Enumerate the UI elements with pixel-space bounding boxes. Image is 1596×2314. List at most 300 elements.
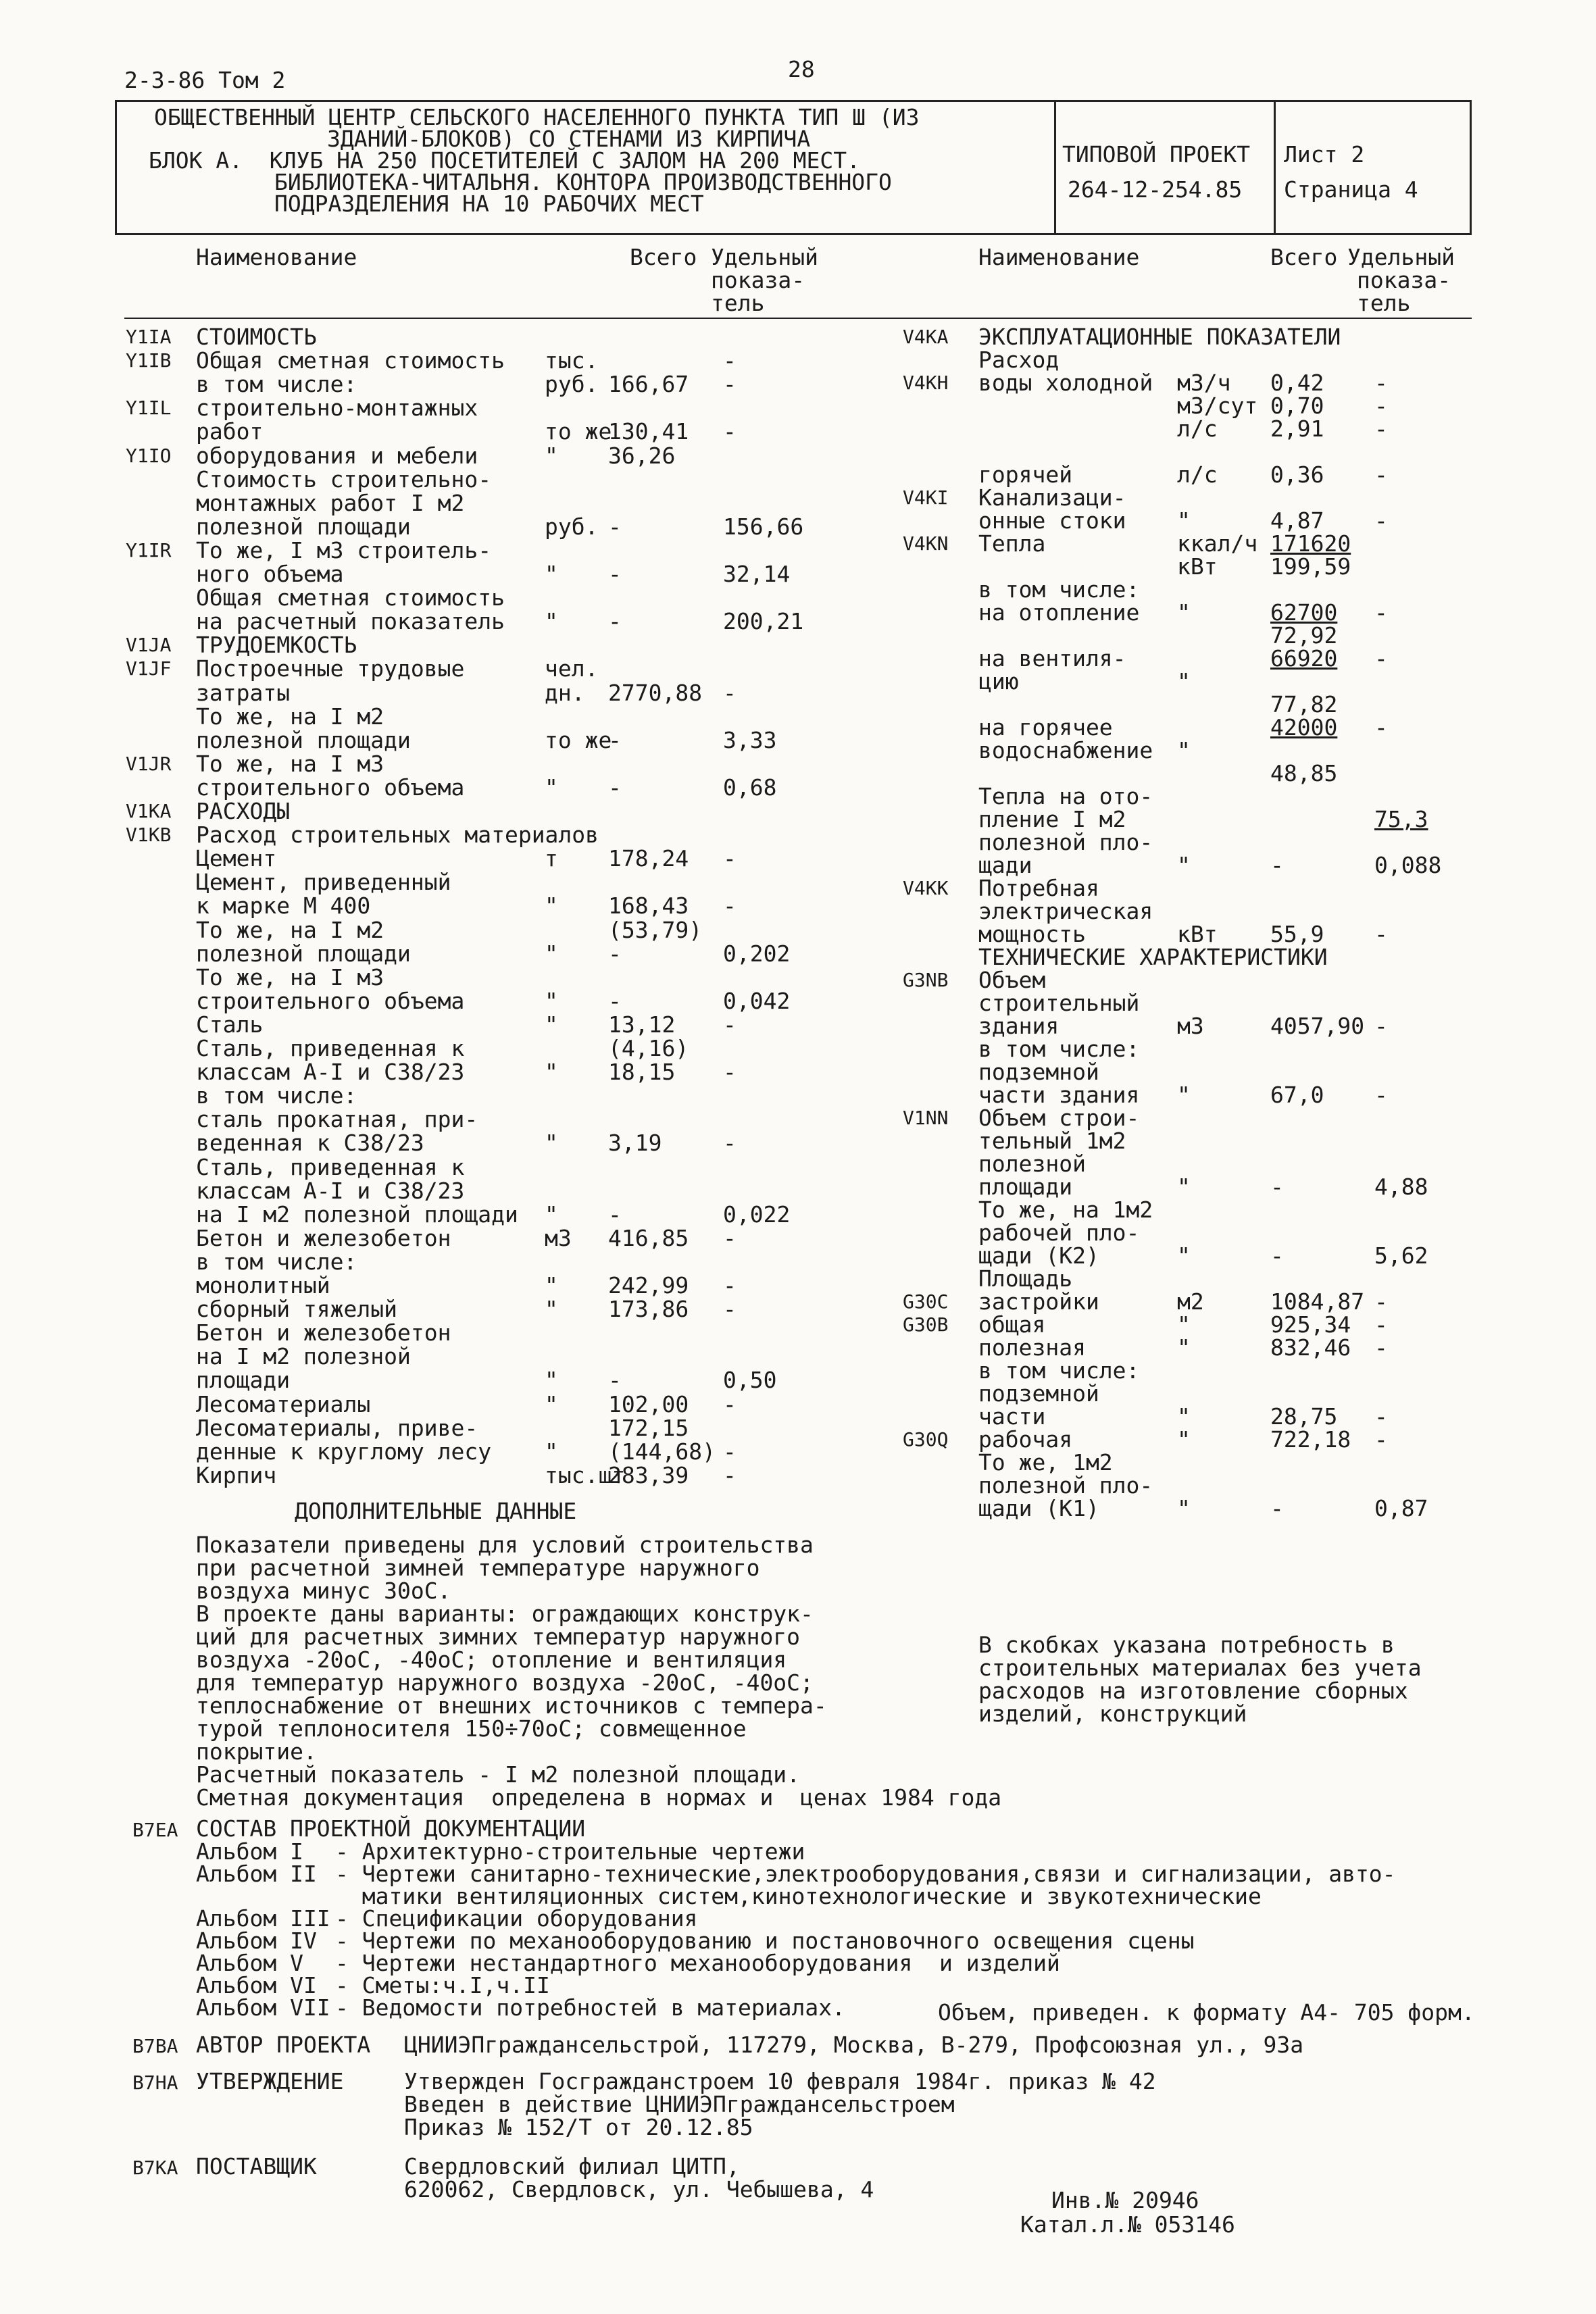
volume-note: Объем, приведен. к формату А4- 705 форм. (938, 1999, 1475, 2026)
row-total: 925,34 (1270, 1311, 1351, 1338)
row-specific: - (1374, 461, 1388, 488)
album-description: - Ведомости потребностей в материалах. (335, 1994, 845, 2021)
author-text: ЦНИИЭПграждансельстрой, 117279, Москва, В-279, Профсоюзная ул., 93а (404, 2032, 1304, 2058)
row-name: части (978, 1403, 1046, 1430)
row-total: 171620 (1270, 530, 1351, 557)
row-name: строительно-монтажных (196, 395, 478, 422)
row-name: Тепла (978, 530, 1046, 557)
row-total: 4,87 (1270, 507, 1324, 534)
row-total: - (608, 940, 622, 967)
title-line: ОБЩЕСТВЕННЫЙ ЦЕНТР СЕЛЬСКОГО НАСЕЛЕННОГО ПУНКТА ТИП Ш (ИЗ (154, 104, 920, 130)
row-name: Лесоматериалы, приве- (196, 1414, 478, 1441)
row-name: полезной площади (196, 940, 411, 967)
author-label: АВТОР ПРОЕКТА (196, 2032, 371, 2058)
row-unit: " (1177, 599, 1191, 626)
row-specific: - (1374, 1334, 1388, 1361)
row-unit: т (545, 845, 558, 872)
row-unit: м2 (1177, 1288, 1204, 1315)
row-unit: " (1177, 1242, 1191, 1269)
title-line: ЗДАНИЙ-БЛОКОВ) СО СТЕНАМИ ИЗ КИРПИЧА (327, 126, 811, 152)
row-total: - (608, 608, 622, 635)
row-total: - (608, 987, 622, 1014)
row-specific: 0,50 (723, 1367, 777, 1394)
row-name: классам А-I и С38/23 (196, 1059, 465, 1086)
album-description: - Чертежи санитарно-технические,электрооборудования,связи и сигнализации, авто- (335, 1861, 1396, 1887)
row-code: Y1IA (126, 326, 172, 348)
row-name: площади (196, 1367, 291, 1394)
row-unit: " (1177, 1311, 1191, 1338)
row-specific: - (1374, 714, 1388, 740)
row-unit: м3 (1177, 1013, 1204, 1039)
approval-code: B7HA (132, 2071, 178, 2094)
right-note-line: строительных материалах без учета (978, 1655, 1422, 1681)
title-line: БЛОК А. КЛУБ НА 250 ПОСЕТИТЕЛЕЙ С ЗАЛОМ НА 200 МЕСТ. (149, 147, 860, 174)
document-reference: 2-3-86 Том 2 (124, 67, 286, 93)
row-name: затраты (196, 679, 291, 706)
row-unit: " (545, 608, 558, 635)
row-name: в том числе: (196, 371, 357, 398)
composition-heading: СОСТАВ ПРОЕКТНОЙ ДОКУМЕНТАЦИИ (196, 1815, 586, 1842)
row-unit: руб. (545, 371, 599, 398)
row-name: онные стоки (978, 507, 1126, 534)
album-name: Альбом III (196, 1905, 330, 1932)
row-name: рабочей пло- (978, 1219, 1140, 1246)
row-name: пление I м2 (978, 806, 1126, 832)
album-name: Альбом VII (196, 1994, 330, 2021)
row-specific: 4,88 (1374, 1174, 1428, 1200)
row-total: (4,16) (608, 1035, 689, 1061)
row-name: Сталь, приведенная к (196, 1153, 465, 1180)
row-specific: - (1374, 1013, 1388, 1039)
row-name: Сталь (196, 1011, 264, 1038)
additional-line: покрытие. (196, 1738, 317, 1765)
row-specific: - (1374, 645, 1388, 672)
row-name: классам А-I и С38/23 (196, 1177, 465, 1204)
row-unit: " (1177, 1334, 1191, 1361)
row-total: 130,41 (608, 418, 689, 445)
row-unit: кВт (1177, 553, 1218, 580)
inventory-number: Инв.№ 20946 (1051, 2187, 1199, 2213)
col-specific-left-3: тель (711, 290, 765, 316)
additional-line: воздуха минус 30оС. (196, 1578, 451, 1604)
row-code: Y1IL (126, 397, 172, 420)
row-specific: - (723, 1461, 737, 1488)
header-underline (124, 318, 1472, 319)
row-unit: л/с (1177, 461, 1218, 488)
row-name: сборный тяжелый (196, 1296, 398, 1323)
row-name: Расход (978, 347, 1059, 373)
row-unit: м3/ч (1177, 370, 1231, 396)
row-unit: " (1177, 852, 1191, 878)
row-unit: " (545, 987, 558, 1014)
right-note-line: В скобках указана потребность в (978, 1632, 1395, 1658)
row-code: V1NN (903, 1107, 949, 1129)
col-specific-right-3: тель (1357, 290, 1411, 316)
row-name: СТОИМОСТЬ (196, 324, 317, 350)
row-total: 55,9 (1270, 921, 1324, 947)
row-code: V4KI (903, 486, 949, 509)
row-total: 72,92 (1270, 622, 1338, 649)
row-name: на расчетный показатель (196, 608, 505, 635)
album-name: Альбом IV (196, 1928, 317, 1954)
row-total: 28,75 (1270, 1403, 1338, 1430)
row-name: То же, на I м3 (196, 750, 384, 777)
row-unit: " (545, 442, 558, 469)
col-total-left: Всего (630, 244, 697, 270)
row-total: 0,70 (1270, 393, 1324, 419)
row-specific: - (1374, 599, 1388, 626)
col-name-right: Наименование (978, 244, 1140, 270)
row-name: Канализаци- (978, 484, 1126, 511)
row-name: Лесоматериалы (196, 1390, 371, 1417)
row-name: на I м2 полезной (196, 1343, 411, 1370)
row-name: То же, на I м3 (196, 963, 384, 990)
row-code: Y1IO (126, 444, 172, 467)
supplier-line: 620062, Свердловск, ул. Чебышева, 4 (404, 2176, 874, 2203)
row-name: к марке М 400 (196, 892, 371, 920)
row-total: - (608, 774, 622, 801)
row-name: То же, на 1м2 (978, 1197, 1153, 1223)
row-name: То же, 1м2 (978, 1449, 1113, 1476)
row-total: - (1270, 1495, 1284, 1521)
row-unit: чел. (545, 655, 599, 682)
row-total: 3,19 (608, 1130, 662, 1157)
row-name: Цемент, приведенный (196, 869, 451, 896)
row-specific: 0,202 (723, 940, 791, 967)
row-code: V4KA (903, 326, 949, 348)
row-unit: ккал/ч (1177, 530, 1258, 557)
row-unit: " (545, 1296, 558, 1323)
row-name: Площадь (978, 1265, 1073, 1292)
row-name: Кирпич (196, 1461, 277, 1488)
row-specific: 0,042 (723, 987, 791, 1014)
approval-line: Утвержден Госгражданстроем 10 февраля 1984г. приказ № 42 (404, 2068, 1156, 2094)
row-name: полезной пло- (978, 829, 1153, 855)
row-unit: " (545, 1438, 558, 1465)
row-unit: " (1177, 668, 1191, 695)
row-name: в том числе: (196, 1082, 357, 1109)
row-specific: - (1374, 1288, 1388, 1315)
additional-line: ций для расчетных зимних температур наружного (196, 1624, 801, 1650)
additional-line: теплоснабжение от внешних источников с темпера- (196, 1692, 827, 1719)
row-specific: 0,87 (1374, 1495, 1428, 1521)
row-code: V1KB (126, 824, 172, 847)
row-name: полезной площади (196, 513, 411, 540)
row-specific: - (1374, 1082, 1388, 1108)
row-name: веденная к С38/23 (196, 1130, 424, 1157)
row-name: застройки (978, 1288, 1099, 1315)
row-code: V1JR (126, 752, 172, 775)
project-number: 264-12-254.85 (1068, 176, 1243, 203)
row-name: строительный (978, 990, 1140, 1016)
row-specific: - (1374, 921, 1388, 947)
row-total: - (608, 513, 622, 540)
row-name: водоснабжение (978, 737, 1153, 763)
album-name: Альбом V (196, 1950, 303, 1976)
row-unit: " (545, 1011, 558, 1038)
row-name: строительного объема (196, 987, 465, 1014)
right-note-line: изделий, конструкций (978, 1701, 1247, 1727)
row-name: полезная (978, 1334, 1086, 1361)
row-total: 36,26 (608, 442, 676, 469)
row-code: V4KH (903, 372, 949, 394)
project-label: ТИПОВОЙ ПРОЕКТ (1062, 141, 1251, 168)
row-unit: " (545, 1059, 558, 1086)
row-name: Стоимость строительно- (196, 466, 492, 493)
additional-line: Сметная документация определена в нормах и ценах 1984 года (196, 1784, 1002, 1811)
row-name: полезной (978, 1151, 1086, 1177)
row-total: 199,59 (1270, 553, 1351, 580)
row-name: Сталь, приведенная к (196, 1035, 465, 1061)
row-name: на вентиля- (978, 645, 1126, 672)
row-unit: тыс. (545, 347, 599, 374)
row-name: мощность (978, 921, 1086, 947)
row-name: Общая сметная стоимость (196, 347, 505, 374)
row-total: 102,00 (608, 1390, 689, 1417)
row-total: 166,67 (608, 371, 689, 398)
row-specific: - (723, 892, 737, 920)
row-total: 283,39 (608, 1461, 689, 1488)
row-total: 1084,87 (1270, 1288, 1365, 1315)
row-unit: " (545, 561, 558, 587)
row-specific: - (723, 679, 737, 706)
row-specific: - (723, 1296, 737, 1323)
col-specific-right: Удельный (1347, 244, 1455, 270)
row-code: Y1IB (126, 349, 172, 372)
album-description: - Спецификации оборудования (335, 1905, 698, 1932)
row-unit: " (545, 1390, 558, 1417)
row-total: 48,85 (1270, 760, 1338, 786)
row-total: - (1270, 1242, 1284, 1269)
row-name: РАСХОДЫ (196, 798, 291, 824)
row-total: 416,85 (608, 1224, 689, 1251)
row-name: щади (К1) (978, 1495, 1099, 1521)
row-total: 2770,88 (608, 679, 703, 706)
row-unit: то же (545, 726, 612, 753)
row-name: ного объема (196, 561, 344, 587)
row-name: монолитный (196, 1272, 330, 1299)
additional-line: при расчетной зимней температуре наружного (196, 1555, 760, 1581)
row-specific: - (723, 1272, 737, 1299)
row-specific: 200,21 (723, 608, 804, 635)
row-name: ЭКСПЛУАТАЦИОННЫЕ ПОКАЗАТЕЛИ (978, 324, 1341, 350)
row-specific: - (1374, 1403, 1388, 1430)
col-specific-left-2: показа- (711, 267, 805, 293)
row-code: V1KA (126, 800, 172, 822)
album-name: Альбом II (196, 1861, 317, 1887)
row-specific: - (1374, 507, 1388, 534)
row-unit: " (1177, 1403, 1191, 1430)
row-total: - (1270, 852, 1284, 878)
row-unit: " (545, 774, 558, 801)
row-name: сталь прокатная, при- (196, 1106, 478, 1133)
title-line: ПОДРАЗДЕЛЕНИЯ НА 10 РАБОЧИХ МЕСТ (274, 191, 704, 217)
row-total: - (608, 1201, 622, 1228)
row-total: 2,91 (1270, 416, 1324, 442)
col-specific-right-2: показа- (1357, 267, 1451, 293)
composition-code: B7EA (132, 1819, 178, 1841)
row-name: в том числе: (978, 1357, 1140, 1384)
row-total: 832,46 (1270, 1334, 1351, 1361)
row-unit: " (1177, 507, 1191, 534)
row-name: общая (978, 1311, 1046, 1338)
approval-line: Приказ № 152/Т от 20.12.85 (404, 2114, 753, 2140)
title-line: БИБЛИОТЕКА-ЧИТАЛЬНЯ. КОНТОРА ПРОИЗВОДСТВЕННОГО (274, 169, 892, 195)
row-unit: руб. (545, 513, 599, 540)
row-name: щади (К2) (978, 1242, 1099, 1269)
sheet-label: Лист 2 (1284, 141, 1365, 168)
col-total-right: Всего (1270, 244, 1338, 270)
row-total: 4057,90 (1270, 1013, 1365, 1039)
row-name: площади (978, 1174, 1073, 1200)
row-name: воды холодной (978, 370, 1153, 396)
row-total: (53,79) (608, 916, 703, 943)
row-specific: - (723, 1390, 737, 1417)
row-name: ТРУДОЕМКОСТЬ (196, 632, 357, 659)
row-total: 0,36 (1270, 461, 1324, 488)
row-name: Цемент (196, 845, 277, 872)
approval-label: УТВЕРЖДЕНИЕ (196, 2068, 344, 2094)
row-specific: - (723, 1224, 737, 1251)
row-name: полезной площади (196, 726, 411, 753)
row-unit: " (545, 1201, 558, 1228)
col-specific-left: Удельный (711, 244, 818, 270)
title-divider-2 (1274, 100, 1276, 235)
additional-line: воздуха -20оС, -40оС; отопление и вентиляция (196, 1646, 787, 1673)
row-name: ТЕХНИЧЕСКИЕ ХАРАКТЕРИСТИКИ (978, 944, 1328, 970)
row-unit: м3/сут (1177, 393, 1258, 419)
album-description: - Чертежи по механооборудованию и постановочного освещения сцены (335, 1928, 1195, 1954)
row-name: полезной пло- (978, 1472, 1153, 1499)
row-specific: - (1374, 1426, 1388, 1453)
row-specific: - (723, 1438, 737, 1465)
supplier-line: Свердловский филиал ЦИТП, (404, 2153, 740, 2180)
row-name: Объем строи- (978, 1105, 1140, 1131)
row-total: 66920 (1270, 645, 1338, 672)
row-total: 242,99 (608, 1272, 689, 1299)
row-name: работ (196, 418, 264, 445)
row-specific: - (1374, 370, 1388, 396)
row-code: V1JA (126, 634, 172, 657)
row-specific: - (723, 371, 737, 398)
row-name: подземной (978, 1380, 1099, 1407)
additional-line: Расчетный показатель - I м2 полезной площади. (196, 1761, 801, 1788)
row-unit: тыс.шт (545, 1461, 626, 1488)
row-specific: - (723, 1011, 737, 1038)
row-total: 42000 (1270, 714, 1338, 740)
row-unit: " (1177, 1174, 1191, 1200)
row-name: здания (978, 1013, 1059, 1039)
row-name: Тепла на ото- (978, 783, 1153, 809)
row-unit: дн. (545, 679, 585, 706)
additional-line: В проекте даны варианты: ограждающих конструк- (196, 1601, 814, 1627)
col-name-left: Наименование (196, 244, 357, 270)
row-unit: " (545, 1272, 558, 1299)
row-total: - (608, 726, 622, 753)
row-name: части здания (978, 1082, 1140, 1108)
album-description: - Сметы:ч.I,ч.II (335, 1972, 550, 1998)
row-specific: 75,3 (1374, 806, 1428, 832)
row-code: V1JF (126, 657, 172, 680)
row-unit: м3 (545, 1224, 572, 1251)
row-code: G30C (903, 1290, 949, 1313)
album-description: - Чертежи нестандартного механооборудования и изделий (335, 1950, 1060, 1976)
row-specific: - (723, 1130, 737, 1157)
album-description: - Архитектурно-строительные чертежи (335, 1838, 805, 1865)
row-total: (144,68) (608, 1438, 716, 1465)
row-name: То же, I м3 строитель- (196, 536, 492, 563)
row-name: на I м2 полезной площади (196, 1201, 518, 1228)
row-total: 178,24 (608, 845, 689, 872)
additional-heading: ДОПОЛНИТЕЛЬНЫЕ ДАННЫЕ (295, 1498, 577, 1524)
row-specific: - (1374, 416, 1388, 442)
row-unit: " (545, 892, 558, 920)
row-total: - (608, 561, 622, 587)
page-label: Страница 4 (1284, 176, 1418, 203)
supplier-label: ПОСТАВЩИК (196, 2153, 317, 2180)
row-total: 173,86 (608, 1296, 689, 1323)
album-description: матики вентиляционных систем,кинотехнологические и звукотехнические (335, 1883, 1262, 1909)
row-unit: " (545, 1130, 558, 1157)
row-total: - (1270, 1174, 1284, 1200)
row-name: в том числе: (978, 576, 1140, 603)
row-unit: " (1177, 1082, 1191, 1108)
row-name: денные к круглому лесу (196, 1438, 492, 1465)
row-unit: л/с (1177, 416, 1218, 442)
row-name: тельный 1м2 (978, 1128, 1126, 1154)
row-unit: " (1177, 1495, 1191, 1521)
row-specific: - (723, 347, 737, 374)
row-name: Общая сметная стоимость (196, 584, 505, 611)
row-name: Объем (978, 967, 1046, 993)
row-specific: 0,088 (1374, 852, 1442, 878)
row-name: на отопление (978, 599, 1140, 626)
additional-line: для температур наружного воздуха -20оС, -40оС; (196, 1669, 814, 1696)
row-code: G30Q (903, 1428, 949, 1451)
row-name: Бетон и железобетон (196, 1319, 451, 1347)
row-total: 168,43 (608, 892, 689, 920)
row-name: оборудования и мебели (196, 442, 478, 469)
row-code: Y1IR (126, 538, 172, 561)
row-unit: кВт (1177, 921, 1218, 947)
row-name: монтажных работ I м2 (196, 489, 465, 516)
row-total: 13,12 (608, 1011, 676, 1038)
row-total: 77,82 (1270, 691, 1338, 718)
row-total: 722,18 (1270, 1426, 1351, 1453)
row-name: в том числе: (196, 1248, 357, 1275)
row-code: G30B (903, 1313, 949, 1336)
row-code: V4KK (903, 877, 949, 899)
row-name: цию (978, 668, 1019, 695)
approval-line: Введен в действие ЦНИИЭПграждансельстроем (404, 2091, 955, 2117)
additional-line: Показатели приведены для условий строительства (196, 1532, 814, 1558)
row-unit: то же (545, 418, 612, 445)
catalog-number: Катал.л.№ 053146 (1020, 2211, 1235, 2238)
row-code: V4KN (903, 532, 949, 555)
row-name: на горячее (978, 714, 1113, 740)
row-specific: - (723, 845, 737, 872)
row-specific: 32,14 (723, 561, 791, 587)
right-note-line: расходов на изготовление сборных (978, 1678, 1408, 1704)
author-code: B7BA (132, 2035, 178, 2057)
row-unit: " (1177, 737, 1191, 763)
supplier-code: B7KA (132, 2157, 178, 2179)
row-name: Построечные трудовые (196, 655, 465, 682)
row-name: То же, на I м2 (196, 916, 384, 943)
row-total: 62700 (1270, 599, 1338, 626)
row-name: в том числе: (978, 1036, 1140, 1062)
row-specific: 0,68 (723, 774, 777, 801)
